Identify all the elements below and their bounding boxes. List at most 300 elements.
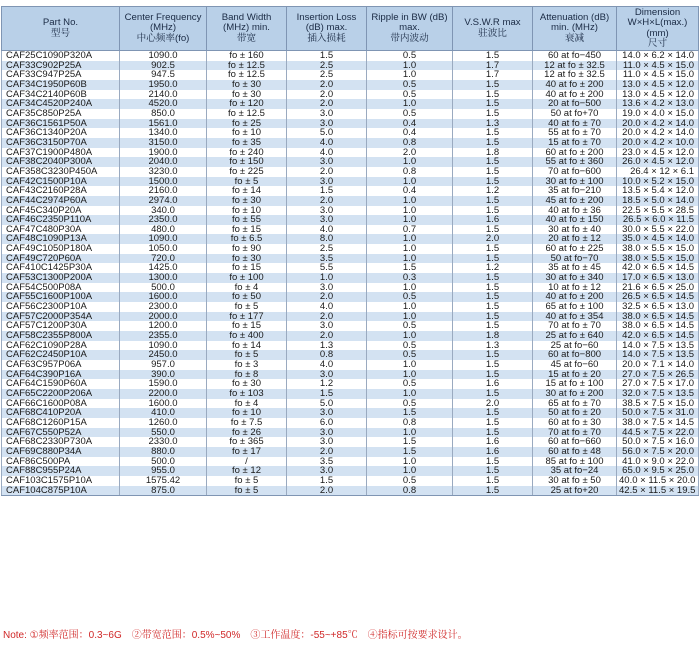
cell-vswr: 1.7 (453, 61, 533, 71)
table-row (2, 157, 699, 167)
cell-vswr: 1.5 (453, 486, 533, 496)
cell-center-frequency: 410.0 (120, 408, 207, 418)
cell-center-frequency: 3230.0 (120, 167, 207, 177)
cell-vswr: 1.5 (453, 321, 533, 331)
cell-dimension: 11.0 × 4.5 × 15.0 (617, 61, 699, 71)
cell-band-width: fo ± 5 (207, 302, 287, 312)
cell-vswr: 1.5 (453, 292, 533, 302)
table-row (2, 206, 699, 216)
cell-part-no: CAF44C2974P60A (2, 196, 120, 206)
cell-part-no: CAF38C2040P300A (2, 157, 120, 167)
cell-band-width: fo ± 14 (207, 186, 287, 196)
cell-insertion-loss: 6.0 (287, 418, 367, 428)
cell-part-no: CAF33C947P25A (2, 70, 120, 80)
header-ripple: Ripple in BW (dB) max. 带内波动 (367, 7, 453, 51)
cell-insertion-loss: 3.5 (287, 457, 367, 467)
cell-insertion-loss: 5.0 (287, 128, 367, 138)
cell-center-frequency: 2974.0 (120, 196, 207, 206)
table-row (2, 370, 699, 380)
cell-center-frequency: 1050.0 (120, 244, 207, 254)
table-row (2, 283, 699, 293)
cell-attenuation: 70 at fo ± 70 (533, 321, 617, 331)
cell-vswr: 1.5 (453, 138, 533, 148)
cell-attenuation: 45 at fo ± 200 (533, 196, 617, 206)
cell-attenuation: 30 at fo ± 200 (533, 389, 617, 399)
cell-ripple: 1.0 (367, 234, 453, 244)
cell-vswr: 1.5 (453, 177, 533, 187)
cell-attenuation: 55 at fo ± 360 (533, 157, 617, 167)
cell-dimension: 26.4 × 12 × 6.1 (617, 167, 699, 177)
cell-band-width: fo ± 5 (207, 486, 287, 496)
cell-center-frequency: 1425.0 (120, 263, 207, 273)
cell-part-no: CAF42C1500P10A (2, 177, 120, 187)
cell-center-frequency: 1340.0 (120, 128, 207, 138)
cell-vswr: 1.6 (453, 215, 533, 225)
cell-band-width: fo ± 30 (207, 254, 287, 264)
cell-vswr: 1.5 (453, 466, 533, 476)
cell-insertion-loss: 2.0 (287, 292, 367, 302)
cell-vswr: 1.8 (453, 148, 533, 158)
table-body (2, 51, 699, 496)
cell-part-no: CAF64C390P16A (2, 370, 120, 380)
cell-vswr: 1.5 (453, 254, 533, 264)
cell-ripple: 1.0 (367, 428, 453, 438)
cell-ripple: 1.0 (367, 215, 453, 225)
cell-center-frequency: 1200.0 (120, 321, 207, 331)
cell-part-no: CAF58C2355P800A (2, 331, 120, 341)
cell-band-width: fo ± 25 (207, 119, 287, 129)
cell-part-no: CAF25C1090P320A (2, 51, 120, 61)
cell-vswr: 1.5 (453, 360, 533, 370)
cell-dimension: 14.0 × 7.5 × 13.5 (617, 341, 699, 351)
cell-vswr: 1.6 (453, 379, 533, 389)
cell-band-width: fo ± 6.5 (207, 234, 287, 244)
cell-center-frequency: 1590.0 (120, 379, 207, 389)
cell-band-width: fo ± 5 (207, 177, 287, 187)
cell-ripple: 1.0 (367, 244, 453, 254)
cell-insertion-loss: 3.0 (287, 119, 367, 129)
cell-band-width: fo ± 225 (207, 167, 287, 177)
cell-insertion-loss: 2.0 (287, 90, 367, 100)
cell-band-width: fo ± 3 (207, 360, 287, 370)
cell-part-no: CAF49C720P60A (2, 254, 120, 264)
table-row (2, 167, 699, 177)
table-row (2, 196, 699, 206)
cell-dimension: 20.0 × 4.2 × 14.0 (617, 119, 699, 129)
cell-attenuation: 40 at fo ± 70 (533, 119, 617, 129)
cell-center-frequency: 2300.0 (120, 302, 207, 312)
cell-band-width: fo ± 5 (207, 476, 287, 486)
cell-band-width: fo ± 15 (207, 225, 287, 235)
cell-vswr: 2.0 (453, 399, 533, 409)
cell-insertion-loss: 1.5 (287, 186, 367, 196)
cell-attenuation: 50 at fo ± 20 (533, 408, 617, 418)
cell-part-no: CAF66C1600P08A (2, 399, 120, 409)
cell-center-frequency: 1600.0 (120, 292, 207, 302)
cell-attenuation: 12 at fo ± 32.5 (533, 61, 617, 71)
cell-dimension: 42.0 × 6.5 × 14.5 (617, 263, 699, 273)
cell-dimension: 23.0 × 4.5 × 12.0 (617, 148, 699, 158)
table-row (2, 148, 699, 158)
cell-part-no: CAF47C480P30A (2, 225, 120, 235)
cell-band-width: fo ± 8 (207, 370, 287, 380)
cell-insertion-loss: 3.0 (287, 177, 367, 187)
cell-insertion-loss: 3.0 (287, 370, 367, 380)
table-row (2, 119, 699, 129)
cell-dimension: 38.0 × 6.5 × 14.5 (617, 321, 699, 331)
cell-ripple: 1.0 (367, 283, 453, 293)
cell-ripple: 0.8 (367, 167, 453, 177)
cell-vswr: 1.5 (453, 51, 533, 61)
table-row (2, 99, 699, 109)
cell-attenuation: 15 at fo ± 70 (533, 138, 617, 148)
table-row (2, 486, 699, 496)
cell-vswr: 1.5 (453, 167, 533, 177)
cell-attenuation: 40 at fo ± 36 (533, 206, 617, 216)
cell-attenuation: 30 at fo ± 40 (533, 225, 617, 235)
cell-dimension: 26.0 × 4.5 × 12.0 (617, 157, 699, 167)
cell-dimension: 30.0 × 5.5 × 22.0 (617, 225, 699, 235)
cell-dimension: 26.5 × 6.5 × 14.5 (617, 292, 699, 302)
cell-ripple: 0.5 (367, 321, 453, 331)
cell-ripple: 0.8 (367, 418, 453, 428)
cell-dimension: 22.5 × 5.5 × 28.5 (617, 206, 699, 216)
table-row (2, 244, 699, 254)
cell-ripple: 1.5 (367, 447, 453, 457)
cell-ripple: 0.8 (367, 138, 453, 148)
cell-insertion-loss: 2.0 (287, 331, 367, 341)
cell-band-width: fo ± 100 (207, 273, 287, 283)
table-row (2, 428, 699, 438)
cell-band-width: fo ± 103 (207, 389, 287, 399)
cell-attenuation: 12 at fo ± 32.5 (533, 70, 617, 80)
header-row (2, 7, 699, 51)
table-row (2, 350, 699, 360)
cell-insertion-loss: 1.3 (287, 341, 367, 351)
cell-vswr: 1.5 (453, 302, 533, 312)
cell-dimension: 13.0 × 4.5 × 12.0 (617, 90, 699, 100)
cell-center-frequency: 2330.0 (120, 437, 207, 447)
cell-dimension: 50.0 × 7.5 × 31.0 (617, 408, 699, 418)
table-row (2, 292, 699, 302)
cell-insertion-loss: 2.5 (287, 70, 367, 80)
cell-band-width: fo ± 30 (207, 90, 287, 100)
table-row (2, 109, 699, 119)
cell-center-frequency: 957.0 (120, 360, 207, 370)
cell-vswr: 1.5 (453, 99, 533, 109)
header-center-frequency: Center Frequency (MHz) 中心频率(fo) (120, 7, 207, 51)
cell-ripple: 0.5 (367, 341, 453, 351)
cell-ripple: 1.0 (367, 360, 453, 370)
cell-band-width: fo ± 240 (207, 148, 287, 158)
cell-dimension: 17.0 × 6.5 × 13.0 (617, 273, 699, 283)
cell-dimension: 27.0 × 7.5 × 17.0 (617, 379, 699, 389)
cell-center-frequency: 2040.0 (120, 157, 207, 167)
cell-part-no: CAF86C500PA (2, 457, 120, 467)
cell-dimension: 13.0 × 4.5 × 12.0 (617, 80, 699, 90)
cell-dimension: 38.0 × 5.5 × 15.0 (617, 244, 699, 254)
cell-insertion-loss: 1.2 (287, 379, 367, 389)
cell-band-width: fo ± 17 (207, 447, 287, 457)
cell-part-no: CAF34C2140P60B (2, 90, 120, 100)
cell-attenuation: 25 at fo+20 (533, 486, 617, 496)
cell-band-width: fo ± 30 (207, 196, 287, 206)
cell-insertion-loss: 3.5 (287, 254, 367, 264)
cell-part-no: CAF69C880P34A (2, 447, 120, 457)
cell-ripple: 1.5 (367, 408, 453, 418)
cell-center-frequency: 500.0 (120, 283, 207, 293)
cell-dimension: 13.5 × 5.4 × 12.0 (617, 186, 699, 196)
cell-ripple: 0.4 (367, 119, 453, 129)
cell-attenuation: 30 at fo ± 50 (533, 476, 617, 486)
cell-part-no: CAF36C1561P50A (2, 119, 120, 129)
cell-insertion-loss: 3.0 (287, 321, 367, 331)
cell-dimension: 38.5 × 7.5 × 15.0 (617, 399, 699, 409)
cell-dimension: 20.0 × 4.2 × 14.0 (617, 128, 699, 138)
cell-part-no: CAF36C1340P20A (2, 128, 120, 138)
cell-band-width: / (207, 457, 287, 467)
cell-ripple: 1.5 (367, 437, 453, 447)
table-row (2, 186, 699, 196)
table-row (2, 225, 699, 235)
cell-part-no: CAF104C875P10A (2, 486, 120, 496)
cell-band-width: fo ± 7.5 (207, 418, 287, 428)
table-row (2, 457, 699, 467)
cell-insertion-loss: 4.0 (287, 138, 367, 148)
cell-part-no: CAF46C2350P110A (2, 215, 120, 225)
cell-insertion-loss: 8.0 (287, 234, 367, 244)
cell-attenuation: 50 at fo+70 (533, 109, 617, 119)
cell-part-no: CAF68C410P20A (2, 408, 120, 418)
cell-dimension: 32.5 × 6.5 × 13.0 (617, 302, 699, 312)
cell-attenuation: 60 at fo−800 (533, 350, 617, 360)
cell-band-width: fo ± 120 (207, 99, 287, 109)
cell-dimension: 50.0 × 7.5 × 16.0 (617, 437, 699, 447)
cell-attenuation: 25 at fo ± 640 (533, 331, 617, 341)
cell-center-frequency: 2200.0 (120, 389, 207, 399)
cell-insertion-loss: 3.0 (287, 206, 367, 216)
cell-part-no: CAF64C1590P60A (2, 379, 120, 389)
cell-ripple: 1.0 (367, 206, 453, 216)
cell-band-width: fo ± 50 (207, 292, 287, 302)
footnote: Note: ①频率范围：0.3~6G ②带宽范围：0.5%~50% ③工作温度：-55~+85℃ ④指标可按要求设计。 (3, 630, 468, 641)
filter-spec-table (1, 6, 699, 496)
cell-band-width: fo ± 4 (207, 399, 287, 409)
cell-dimension: 42.5 × 11.5 × 19.5 (617, 486, 699, 496)
cell-band-width: fo ± 15 (207, 263, 287, 273)
table-row (2, 312, 699, 322)
cell-attenuation: 60 at fo ± 30 (533, 418, 617, 428)
cell-insertion-loss: 1.5 (287, 476, 367, 486)
cell-attenuation: 60 at fo−660 (533, 437, 617, 447)
cell-part-no: CAF63C957P06A (2, 360, 120, 370)
cell-dimension: 20.0 × 7.1 × 14.0 (617, 360, 699, 370)
cell-vswr: 2.0 (453, 234, 533, 244)
cell-attenuation: 35 at fo−24 (533, 466, 617, 476)
cell-insertion-loss: 4.0 (287, 302, 367, 312)
cell-ripple: 0.5 (367, 476, 453, 486)
table-row (2, 331, 699, 341)
cell-part-no: CAF37C1900P480A (2, 148, 120, 158)
cell-vswr: 1.5 (453, 370, 533, 380)
table-row (2, 61, 699, 71)
cell-center-frequency: 2000.0 (120, 312, 207, 322)
cell-vswr: 1.5 (453, 244, 533, 254)
cell-dimension: 65.0 × 9.5 × 25.0 (617, 466, 699, 476)
cell-vswr: 1.5 (453, 206, 533, 216)
cell-insertion-loss: 2.0 (287, 196, 367, 206)
cell-center-frequency: 1090.0 (120, 234, 207, 244)
cell-part-no: CAF53C1300P200A (2, 273, 120, 283)
table-row (2, 273, 699, 283)
table-row (2, 399, 699, 409)
cell-ripple: 1.0 (367, 61, 453, 71)
table-row (2, 447, 699, 457)
cell-attenuation: 20 at fo−500 (533, 99, 617, 109)
cell-center-frequency: 1600.0 (120, 399, 207, 409)
cell-attenuation: 40 at fo ± 200 (533, 292, 617, 302)
cell-dimension: 42.0 × 6.5 × 14.5 (617, 331, 699, 341)
table-row (2, 466, 699, 476)
cell-band-width: fo ± 90 (207, 244, 287, 254)
cell-ripple: 0.7 (367, 225, 453, 235)
cell-attenuation: 40 at fo ± 150 (533, 215, 617, 225)
cell-center-frequency: 2450.0 (120, 350, 207, 360)
cell-part-no: CAF67C550P52A (2, 428, 120, 438)
cell-part-no: CAF45C340P20A (2, 206, 120, 216)
cell-vswr: 1.6 (453, 447, 533, 457)
cell-attenuation: 10 at fo ± 12 (533, 283, 617, 293)
cell-vswr: 1.5 (453, 283, 533, 293)
cell-band-width: fo ± 365 (207, 437, 287, 447)
cell-ripple: 1.0 (367, 99, 453, 109)
cell-ripple: 1.0 (367, 389, 453, 399)
header-dimension: Dimension W×H×L(max.) (mm) 尺寸 (617, 7, 699, 51)
header-vswr: V.S.W.R max 驻波比 (453, 7, 533, 51)
header-band-width: Band Width (MHz) min. 带宽 (207, 7, 287, 51)
table-row (2, 321, 699, 331)
cell-ripple: 1.0 (367, 196, 453, 206)
cell-dimension: 20.0 × 4.2 × 10.0 (617, 138, 699, 148)
cell-insertion-loss: 3.0 (287, 428, 367, 438)
table-row (2, 476, 699, 486)
cell-part-no: CAF68C1260P15A (2, 418, 120, 428)
cell-band-width: fo ± 35 (207, 138, 287, 148)
cell-center-frequency: 1090.0 (120, 51, 207, 61)
cell-attenuation: 65 at fo ± 100 (533, 302, 617, 312)
cell-dimension: 27.0 × 7.5 × 26.5 (617, 370, 699, 380)
cell-attenuation: 15 at fo ± 100 (533, 379, 617, 389)
table-row (2, 90, 699, 100)
cell-attenuation: 60 at fo−450 (533, 51, 617, 61)
cell-ripple: 0.5 (367, 80, 453, 90)
table-row (2, 302, 699, 312)
cell-attenuation: 50 at fo−70 (533, 254, 617, 264)
table-row (2, 128, 699, 138)
cell-band-width: fo ± 12 (207, 466, 287, 476)
cell-center-frequency: 500.0 (120, 457, 207, 467)
table-row (2, 234, 699, 244)
cell-ripple: 2.0 (367, 148, 453, 158)
cell-vswr: 1.7 (453, 70, 533, 80)
cell-vswr: 1.5 (453, 428, 533, 438)
cell-ripple: 1.0 (367, 177, 453, 187)
cell-ripple: 0.5 (367, 109, 453, 119)
cell-center-frequency: 390.0 (120, 370, 207, 380)
cell-part-no: CAF49C1050P180A (2, 244, 120, 254)
cell-center-frequency: 2355.0 (120, 331, 207, 341)
cell-center-frequency: 340.0 (120, 206, 207, 216)
cell-center-frequency: 2350.0 (120, 215, 207, 225)
cell-center-frequency: 1500.0 (120, 177, 207, 187)
header-attenuation: Attenuation (dB) min. (MHz) 衰减 (533, 7, 617, 51)
cell-band-width: fo ± 26 (207, 428, 287, 438)
cell-insertion-loss: 3.0 (287, 283, 367, 293)
table-row (2, 408, 699, 418)
cell-center-frequency: 720.0 (120, 254, 207, 264)
cell-vswr: 1.5 (453, 225, 533, 235)
cell-attenuation: 15 at fo ± 20 (533, 370, 617, 380)
table-row (2, 177, 699, 187)
cell-band-width: fo ± 30 (207, 80, 287, 90)
cell-part-no: CAF65C2200P206A (2, 389, 120, 399)
cell-insertion-loss: 3.0 (287, 466, 367, 476)
cell-part-no: CAF103C1575P10A (2, 476, 120, 486)
cell-insertion-loss: 2.5 (287, 61, 367, 71)
cell-band-width: fo ± 400 (207, 331, 287, 341)
cell-band-width: fo ± 5 (207, 350, 287, 360)
cell-vswr: 1.6 (453, 437, 533, 447)
cell-ripple: 1.0 (367, 331, 453, 341)
header-part-no: Part No. 型号 (2, 7, 120, 51)
table-row (2, 138, 699, 148)
cell-center-frequency: 3150.0 (120, 138, 207, 148)
cell-band-width: fo ± 55 (207, 215, 287, 225)
cell-center-frequency: 1090.0 (120, 341, 207, 351)
cell-insertion-loss: 4.0 (287, 148, 367, 158)
cell-part-no: CAF54C500P08A (2, 283, 120, 293)
cell-ripple: 1.0 (367, 312, 453, 322)
cell-attenuation: 30 at fo ± 100 (533, 177, 617, 187)
cell-center-frequency: 1300.0 (120, 273, 207, 283)
cell-ripple: 1.5 (367, 263, 453, 273)
cell-vswr: 1.5 (453, 196, 533, 206)
cell-attenuation: 85 at fo ± 100 (533, 457, 617, 467)
cell-ripple: 1.0 (367, 370, 453, 380)
cell-attenuation: 35 at fo−210 (533, 186, 617, 196)
cell-center-frequency: 2140.0 (120, 90, 207, 100)
cell-part-no: CAF57C1200P30A (2, 321, 120, 331)
cell-center-frequency: 550.0 (120, 428, 207, 438)
cell-band-width: fo ± 10 (207, 408, 287, 418)
cell-insertion-loss: 3.0 (287, 408, 367, 418)
cell-insertion-loss: 4.0 (287, 225, 367, 235)
cell-vswr: 1.3 (453, 341, 533, 351)
cell-part-no: CAF56C2300P10A (2, 302, 120, 312)
cell-attenuation: 55 at fo ± 70 (533, 128, 617, 138)
cell-band-width: fo ± 150 (207, 157, 287, 167)
cell-ripple: 0.5 (367, 350, 453, 360)
cell-insertion-loss: 1.5 (287, 389, 367, 399)
cell-band-width: fo ± 10 (207, 128, 287, 138)
cell-insertion-loss: 0.8 (287, 350, 367, 360)
cell-insertion-loss: 4.0 (287, 360, 367, 370)
cell-ripple: 0.4 (367, 128, 453, 138)
cell-insertion-loss: 3.0 (287, 215, 367, 225)
table-row (2, 360, 699, 370)
cell-insertion-loss: 5.0 (287, 399, 367, 409)
cell-band-width: fo ± 177 (207, 312, 287, 322)
